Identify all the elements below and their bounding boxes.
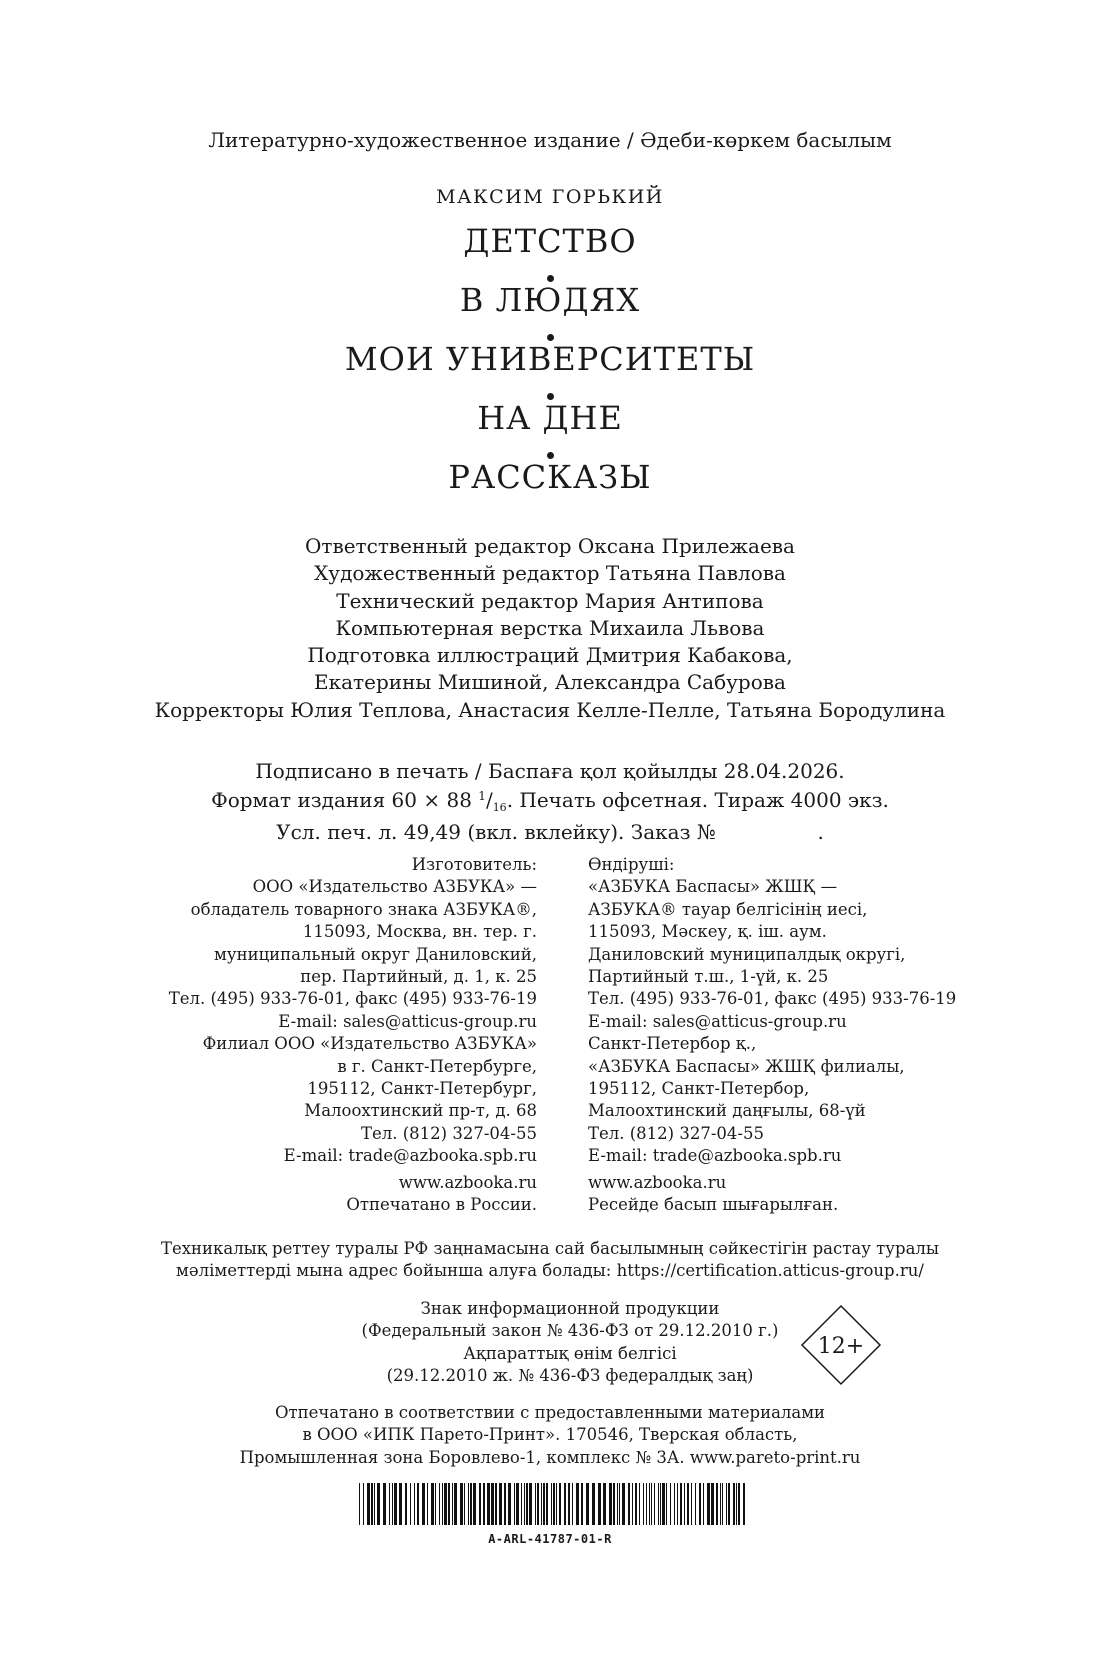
title-na-dne: НА ДНЕ xyxy=(477,399,623,437)
printer-line: Промышленная зона Боровлево-1, комплекс № 3А. www.pareto-print.ru xyxy=(239,1447,861,1467)
barcode-bar xyxy=(470,1483,472,1525)
info-sign-line: (29.12.2010 ж. № 436-ФЗ федералдық заң) xyxy=(386,1366,754,1386)
barcode-bar xyxy=(568,1483,570,1525)
barcode-bar xyxy=(728,1483,730,1525)
manufacturer-kz-line: АЗБУКА® тауар белгісінің иесі, xyxy=(588,899,868,919)
barcode-bar xyxy=(628,1483,630,1525)
barcode-bar xyxy=(422,1483,425,1525)
barcode xyxy=(359,1483,749,1525)
title-rasskazy: РАССКАЗЫ xyxy=(448,458,652,496)
barcode-bar xyxy=(684,1483,685,1525)
manufacturer-kz-line: Тел. (495) 933-76-01, факс (495) 933-76-19 xyxy=(588,989,957,1009)
author-name: МАКСИМ ГОРЬКИЙ xyxy=(436,186,664,208)
edition-type: Литературно-художественное издание / Әдеби-көркем басылым xyxy=(208,128,892,152)
barcode-bar xyxy=(473,1483,476,1525)
tech-regulation-block xyxy=(0,1238,1100,1283)
manufacturer-kz-line: 195112, Санкт-Петербор, xyxy=(588,1079,810,1099)
barcode-bar xyxy=(617,1483,618,1525)
barcode-bar xyxy=(592,1483,595,1525)
barcode-bar xyxy=(651,1483,652,1525)
credit-line: Корректоры Юлия Теплова, Анастасия Келле-Пелле, Татьяна Бородулина xyxy=(154,697,946,722)
barcode-bar xyxy=(695,1483,696,1525)
info-sign-block xyxy=(350,1298,790,1388)
barcode-bar xyxy=(394,1483,397,1525)
barcode-bar xyxy=(392,1483,393,1525)
manufacturer-ru-line: Тел. (812) 327-04-55 xyxy=(361,1123,537,1143)
barcode-bar xyxy=(439,1483,440,1525)
barcode-bar xyxy=(586,1483,589,1525)
barcode-bar xyxy=(383,1483,386,1525)
barcode-bar xyxy=(367,1483,370,1525)
barcode-bar xyxy=(707,1483,710,1525)
credit-line: Екатерины Мишиной, Александра Сабурова xyxy=(314,670,786,695)
barcode-bar xyxy=(435,1483,436,1525)
barcode-bar xyxy=(726,1483,727,1525)
barcode-bar xyxy=(564,1483,566,1525)
printer-line: в ООО «ИПК Парето-Принт». 170546, Тверская область, xyxy=(302,1425,798,1445)
barcode-bar xyxy=(680,1483,682,1525)
credit-line: Компьютерная верстка Михаила Львова xyxy=(335,615,765,640)
title-detstvo: ДЕТСТВО xyxy=(463,222,637,260)
manufacturer-kz-line: Малоохтинский даңғылы, 68-үй xyxy=(588,1101,866,1121)
barcode-bar xyxy=(703,1483,704,1525)
barcode-bar xyxy=(736,1483,737,1525)
barcode-bar xyxy=(660,1483,661,1525)
barcode-bar xyxy=(541,1483,542,1525)
barcode-bar xyxy=(720,1483,721,1525)
barcode-bar xyxy=(619,1483,620,1525)
barcode-bar xyxy=(609,1483,612,1525)
manufacturer-kz-column xyxy=(588,854,956,1217)
barcode-bar xyxy=(389,1483,390,1525)
age-rating-badge xyxy=(800,1304,882,1386)
manufacturer-kz-line: «АЗБУКА Баспасы» ЖШҚ — xyxy=(588,877,838,897)
barcode-bar xyxy=(572,1483,573,1525)
format-line xyxy=(0,784,1100,820)
manufacturer-ru-line: в г. Санкт-Петербурге, xyxy=(337,1056,537,1076)
manufacturer-ru-line: www.azbooka.ru xyxy=(398,1172,537,1192)
barcode-bar xyxy=(442,1483,443,1525)
manufacturer-kz-line: Партийный т.ш., 1-үй, к. 25 xyxy=(588,967,829,987)
barcode-bar xyxy=(654,1483,655,1525)
manufacturer-ru-line: Изготовитель: xyxy=(411,855,537,874)
tech-regulation-line: мәліметтерді мына адрес бойынша алуға болады: https://certification.atticus-group.ru/ xyxy=(176,1261,924,1281)
barcode-bar xyxy=(521,1483,522,1525)
barcode-bar xyxy=(499,1483,502,1525)
tech-regulation-line: Техникалық реттеу туралы РФ заңнамасына сай басылымның сәйкестігін растау туралы xyxy=(160,1239,940,1258)
barcode-bar xyxy=(491,1483,494,1525)
barcode-bar xyxy=(598,1483,601,1525)
manufacturer-ru-line: Тел. (495) 933-76-01, факс (495) 933-76-19 xyxy=(168,989,537,1009)
barcode-bar xyxy=(632,1483,633,1525)
barcode-bar xyxy=(535,1483,536,1525)
barcode-bar xyxy=(431,1483,434,1525)
manufacturer-kz-line: Санкт-Петербор қ., xyxy=(588,1034,757,1054)
manufacturer-kz-line: Өндіруші: xyxy=(588,855,675,874)
title-v-lyudyah: В ЛЮДЯХ xyxy=(459,281,641,319)
manufacturer-kz-line: Даниловский муниципалдық округі, xyxy=(588,944,906,964)
barcode-bar xyxy=(374,1483,375,1525)
barcode-bar xyxy=(662,1483,665,1525)
barcode-bar xyxy=(691,1483,692,1525)
manufacturer-kz-line: E-mail: sales@atticus-group.ru xyxy=(588,1011,847,1031)
printer-line: Отпечатано в соответствии с предоставленными материалами xyxy=(274,1403,826,1422)
barcode-bar xyxy=(464,1483,465,1525)
barcode-bar xyxy=(553,1483,555,1525)
barcode-bar xyxy=(543,1483,545,1525)
barcode-bar xyxy=(687,1483,689,1525)
manufacturer-kz-line: 115093, Мәскеу, қ. іш. аум. xyxy=(588,922,827,942)
barcode-bar xyxy=(516,1483,519,1525)
barcode-bar xyxy=(643,1483,644,1525)
barcode-bar xyxy=(410,1483,411,1525)
barcode-bar xyxy=(716,1483,718,1525)
barcode-bar xyxy=(556,1483,557,1525)
order-line: Усл. печ. л. 49,49 (вкл. вклейку). Заказ № . xyxy=(276,820,824,844)
barcode-bar xyxy=(454,1483,457,1525)
barcode-bar xyxy=(524,1483,525,1525)
barcode-bar xyxy=(405,1483,407,1525)
barcode-bar xyxy=(414,1483,415,1525)
barcode-bar xyxy=(674,1483,675,1525)
barcode-bar xyxy=(537,1483,539,1525)
barcode-bar xyxy=(733,1483,735,1525)
manufacturer-ru-line: E-mail: sales@atticus-group.ru xyxy=(278,1011,537,1031)
barcode-bar xyxy=(576,1483,579,1525)
barcode-bar xyxy=(399,1483,402,1525)
credit-line: Технический редактор Мария Антипова xyxy=(336,588,764,613)
barcode-bar xyxy=(711,1483,714,1525)
barcode-bar xyxy=(371,1483,373,1525)
manufacturer-ru-column xyxy=(169,854,537,1217)
printer-block xyxy=(0,1402,1100,1469)
barcode-bar xyxy=(468,1483,469,1525)
barcode-bar xyxy=(646,1483,647,1525)
barcode-bar xyxy=(504,1483,506,1525)
credit-line: Подготовка иллюстраций Дмитрия Кабакова, xyxy=(307,643,793,668)
barcode-bar xyxy=(581,1483,583,1525)
manufacturer-ru-line: обладатель товарного знака АЗБУКА®, xyxy=(190,899,537,919)
manufacturer-kz-line: Тел. (812) 327-04-55 xyxy=(588,1123,764,1143)
manufacturer-ru-line: Филиал ООО «Издательство АЗБУКА» xyxy=(202,1034,537,1054)
age-rating-text: 12+ xyxy=(817,1334,865,1359)
manufacturer-ru-line: ООО «Издательство АЗБУКА» — xyxy=(252,877,537,897)
manufacturer-kz-line: www.azbooka.ru xyxy=(588,1172,727,1192)
manufacturer-kz-line: E-mail: trade@azbooka.spb.ru xyxy=(588,1146,842,1166)
manufacturer-kz-line: «АЗБУКА Баспасы» ЖШҚ филиалы, xyxy=(588,1056,905,1076)
credit-line: Ответственный редактор Оксана Прилежаева xyxy=(305,534,795,558)
barcode-bar xyxy=(514,1483,515,1525)
barcode-bar xyxy=(635,1483,637,1525)
signed-to-print: Подписано в печать / Баспаға қол қойылды 28.04.2026. xyxy=(255,759,845,783)
barcode-bar xyxy=(487,1483,490,1525)
barcode-bar xyxy=(427,1483,428,1525)
barcode-bar xyxy=(639,1483,640,1525)
barcode-bar xyxy=(483,1483,485,1525)
barcode-bar xyxy=(479,1483,481,1525)
barcode-bar xyxy=(649,1483,650,1525)
format-numerator: 1 xyxy=(478,789,486,803)
barcode-bar xyxy=(495,1483,497,1525)
credit-line: Художественный редактор Татьяна Павлова xyxy=(314,561,786,586)
barcode-bar xyxy=(722,1483,723,1525)
barcode-bar xyxy=(738,1483,740,1525)
barcode-bar xyxy=(551,1483,552,1525)
info-sign-line: (Федеральный закон № 436-ФЗ от 29.12.2010 г.) xyxy=(361,1321,779,1341)
manufacturer-ru-line: Малоохтинский пр-т, д. 68 xyxy=(304,1101,537,1121)
barcode-bar xyxy=(444,1483,447,1525)
format-prefix: Формат издания 60 × 88 xyxy=(211,788,472,812)
barcode-bar xyxy=(359,1483,360,1525)
manufacturer-ru-line: 115093, Москва, вн. тер. г. xyxy=(302,922,537,942)
barcode-bar xyxy=(508,1483,511,1525)
barcode-bar xyxy=(526,1483,528,1525)
barcode-bar xyxy=(743,1483,745,1525)
barcode-bar xyxy=(622,1483,625,1525)
print-info-block xyxy=(0,759,1100,845)
barcode-bar xyxy=(417,1483,419,1525)
barcode-bar xyxy=(603,1483,606,1525)
info-sign-line: Знак информационной продукции xyxy=(420,1299,720,1318)
barcode-bar xyxy=(559,1483,561,1525)
format-slash: / xyxy=(485,788,493,812)
format-suffix: . Печать офсетная. Тираж 4000 экз. xyxy=(506,788,889,812)
barcode-bar xyxy=(666,1483,667,1525)
manufacturer-ru-line: муниципальный округ Даниловский, xyxy=(214,944,537,964)
barcode-bar xyxy=(670,1483,671,1525)
barcode-bar xyxy=(460,1483,463,1525)
info-sign-line: Ақпараттық өнім белгісі xyxy=(463,1343,677,1363)
barcode-bar xyxy=(448,1483,450,1525)
format-denominator: 16 xyxy=(492,801,507,814)
barcode-bar xyxy=(677,1483,678,1525)
barcode-bar xyxy=(377,1483,380,1525)
manufacturer-ru-line: E-mail: trade@azbooka.spb.ru xyxy=(283,1146,537,1166)
barcode-bar xyxy=(529,1483,532,1525)
credits-block xyxy=(0,533,1100,724)
manufacturer-ru-line: Отпечатано в России. xyxy=(346,1195,537,1215)
barcode-bar xyxy=(613,1483,615,1525)
barcode-bar xyxy=(546,1483,548,1525)
manufacturer-kz-line: Ресейде басып шығарылған. xyxy=(588,1195,839,1215)
barcode-number: A-ARL-41787-01-R xyxy=(488,1532,612,1546)
barcode-bar xyxy=(658,1483,659,1525)
title-moi-universitety: МОИ УНИВЕРСИТЕТЫ xyxy=(344,340,756,378)
manufacturer-ru-line: 195112, Санкт-Петербург, xyxy=(307,1079,537,1099)
barcode-bar xyxy=(363,1483,364,1525)
manufacturer-ru-line: пер. Партийный, д. 1, к. 25 xyxy=(300,967,537,987)
barcode-bar xyxy=(699,1483,701,1525)
barcode-bar xyxy=(452,1483,453,1525)
